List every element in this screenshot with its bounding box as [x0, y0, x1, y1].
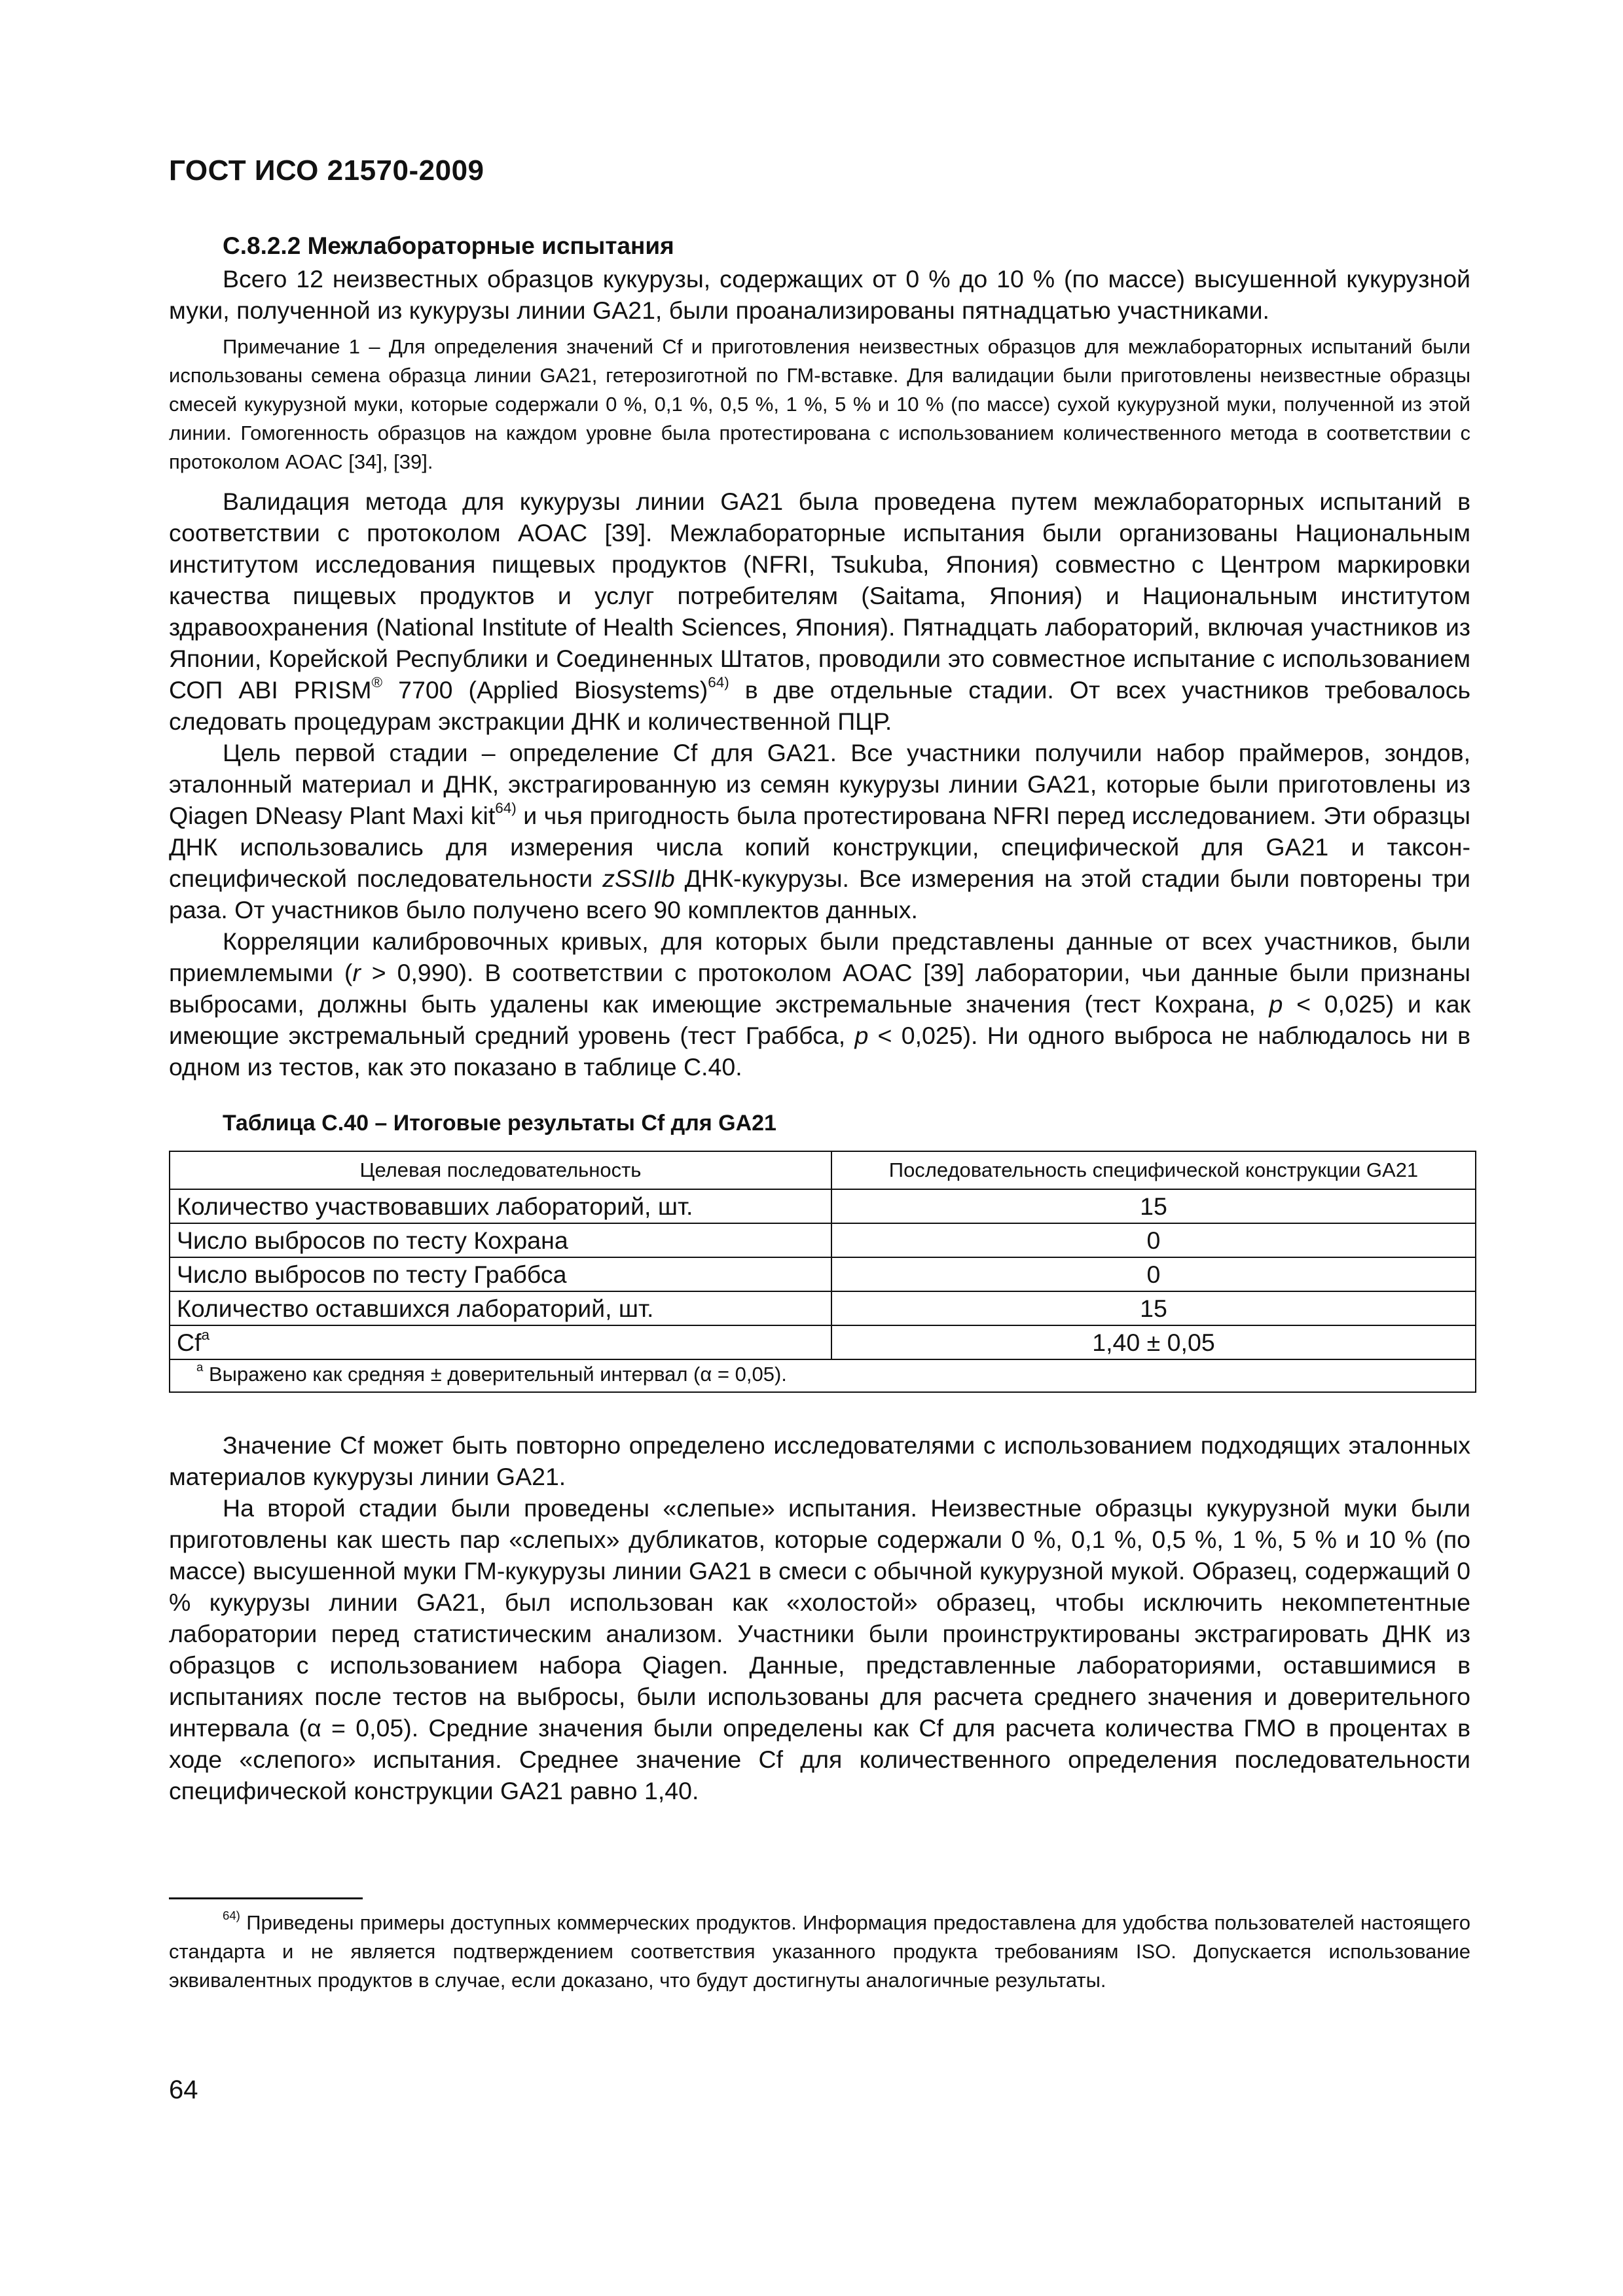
- paragraph-4-text-c: < 0,025) и как имеющие экстремальный средний уровень (тест Граббса,: [169, 990, 1471, 1049]
- row-value: 15: [831, 1291, 1476, 1325]
- row-label: Число выбросов по тесту Кохрана: [170, 1223, 831, 1257]
- symbol-p: p: [1269, 990, 1283, 1018]
- row-value: 15: [831, 1189, 1476, 1223]
- registered-mark: ®: [371, 673, 383, 691]
- paragraph-5: Значение Cf может быть повторно определено исследователями с использованием подходящих эталонных материалов кукурузы линии GA21.: [169, 1431, 1470, 1490]
- row-value: 0: [831, 1257, 1476, 1291]
- row-label: [170, 1325, 831, 1359]
- table-header-cell: Последовательность специфической конструкции GA21: [831, 1151, 1476, 1189]
- table-title: Таблица C.40 – Итоговые результаты Cf для GA21: [223, 1111, 776, 1136]
- paragraph-4-text-d: < 0,025). Ни одного выброса не наблюдалось ни в одном из тестов, как это показано в таблице C.40.: [169, 1022, 1471, 1081]
- row-label: Число выбросов по тесту Граббса: [170, 1257, 831, 1291]
- table-header-row: [170, 1151, 1476, 1189]
- paragraph-2: [169, 486, 1470, 737]
- paragraph-4-text-a: Корреляции калибровочных кривых, для которых были представлены данные от всех участников, были приемлемыми (: [169, 927, 1470, 986]
- page-number: 64: [169, 2075, 198, 2104]
- paragraph-2-text-a: Валидация метода для кукурузы линии GA21 была проведена путем межлабораторных испытаний в соответствии с протоколом AOAC [39]. Межлабораторные испытания были организованы Национальным институтом исследования пищевых продуктов (NFRI, Tsukuba, Япония) совместно с Центром маркировки качества пищевых продуктов и услуг потребителям (Saitama, Япония) и Национальным институтом здравоохранения (National Institute of Health Sciences, Япония). Пятнадцать лабораторий, включая участников из Японии, Корейской Республики и Соединенных Штатов, проводили это совместное испытание с использованием СОП ABI PRISM: [169, 488, 1470, 704]
- table-footnote-mark: a: [196, 1359, 204, 1374]
- table-row: [170, 1325, 1476, 1359]
- footnote-mark: 64): [223, 1908, 240, 1922]
- table-footnote-ref: a: [201, 1326, 210, 1343]
- paragraph-3-text-b: и чья пригодность была протестирована NFRI перед исследованием. Эти образцы ДНК использовались для измерения числа копий конструкции, специфической для GA21 и таксон-специфической последовательности: [169, 802, 1470, 892]
- table-footnote-text: Выражено как средняя ± доверительный интервал (α = 0,05).: [203, 1363, 787, 1386]
- document-header: ГОСТ ИСО 21570-2009: [169, 154, 484, 187]
- symbol-r: r: [352, 959, 361, 986]
- results-table: [169, 1151, 1476, 1393]
- gene-name-italic: zSSIIb: [602, 865, 675, 892]
- table-row: [170, 1257, 1476, 1291]
- table-row: [170, 1189, 1476, 1223]
- paragraph-3-text-c: ДНК-кукурузы. Все измерения на этой стадии были повторены три раза. От участников было получено всего 90 комплектов данных.: [169, 865, 1470, 924]
- table-header-cell: Целевая последовательность: [170, 1151, 831, 1189]
- table-row: [170, 1223, 1476, 1257]
- paragraph-1: Всего 12 неизвестных образцов кукурузы, содержащих от 0 % до 10 % (по массе) высушенной кукурузной муки, полученной из кукурузы линии GA21, были проанализированы пятнадцатью участниками.: [169, 265, 1470, 324]
- footnote-ref-64[interactable]: 64): [495, 799, 517, 816]
- paragraph-2-text-b: 7700 (Applied Biosystems): [382, 676, 708, 704]
- table-footnote-row: [170, 1359, 1476, 1392]
- paragraph-3-text-a: Цель первой стадии – определение Cf для GA21. Все участники получили набор праймеров, зондов, эталонный материал и ДНК, экстрагированную из семян кукурузы линии GA21, которые были приготовлены из Qiagen DNeasy Plant Maxi kit: [169, 739, 1470, 829]
- row-label: Количество оставшихся лабораторий, шт.: [170, 1291, 831, 1325]
- symbol-p: p: [854, 1022, 869, 1049]
- cf-label: Cf: [177, 1329, 202, 1356]
- paragraph-4: [169, 925, 1470, 1083]
- footnote-divider: [169, 1897, 363, 1899]
- paragraph-3: [169, 737, 1470, 925]
- section-title: C.8.2.2 Межлабораторные испытания: [223, 232, 674, 259]
- paragraph-2-text-c: в две отдельные стадии. От всех участников требовалось следовать процедурам экстракции ДНК и количественной ПЦР.: [169, 676, 1471, 735]
- row-value: 1,40 ± 0,05: [831, 1325, 1476, 1359]
- main-content: [169, 229, 1470, 1806]
- row-label: Количество участвовавших лабораторий, шт.: [170, 1189, 831, 1223]
- page-footnote: [169, 1909, 1470, 1995]
- footnote-ref-64[interactable]: 64): [708, 673, 729, 691]
- paragraph-6: На второй стадии были проведены «слепые» испытания. Неизвестные образцы кукурузной муки были приготовлены как шесть пар «слепых» дубликатов, которые содержали 0 %, 0,1 %, 0,5 %, 1 %, 5 % и 10 % (по массе) высушенной муки ГМ-кукурузы линии GA21 в смеси с обычной кукурузной мукой. Образец, содержащий 0 % кукурузы линии GA21, был использован как «холостой» образец, чтобы исключить некомпетентные лаборатории перед статистическим анализом. Участники были проинструктированы экстрагировать ДНК из образцов с использованием набора Qiagen. Данные, представленные лабораториями, оставшимися в испытаниях после тестов на выбросы, были использованы для расчета среднего значения и доверительного интервала (α = 0,05). Средние значения были определены как Cf для расчета количества ГМО в процентах в ходе «слепого» испытания. Среднее значение Cf для количественного определения последовательности специфической конструкции GA21 равно 1,40.: [169, 1494, 1470, 1804]
- table-footnote: [170, 1359, 1476, 1392]
- paragraph-4-text-b: > 0,990). В соответствии с протоколом AOAC [39] лаборатории, чьи данные были признаны выбросами, должны быть удалены как имеющие экстремальные значения (тест Кохрана,: [169, 959, 1470, 1018]
- footnote-text: Приведены примеры доступных коммерческих продуктов. Информация предоставлена для удобства пользователей настоящего стандарта и не является подтверждением соответствия указанного продукта требованиям ISO. Допускается использование эквивалентных продуктов в случае, если доказано, что будут достигнуты аналогичные результаты.: [169, 1911, 1470, 1992]
- table-row: [170, 1291, 1476, 1325]
- row-value: 0: [831, 1223, 1476, 1257]
- note-1: Примечание 1 – Для определения значений Cf и приготовления неизвестных образцов для межлабораторных испытаний были использованы семена образца линии GA21, гетерозиготной по ГМ-вставке. Для валидации были приготовлены неизвестные образцы смесей кукурузной муки, которые содержали 0 %, 0,1 %, 0,5 %, 1 %, 5 % и 10 % (по массе) сухой кукурузной муки, полученной из этой линии. Гомогенность образцов на каждом уровне была протестирована с использованием количественного метода в соответствии с протоколом AOAC [34], [39].: [169, 335, 1470, 473]
